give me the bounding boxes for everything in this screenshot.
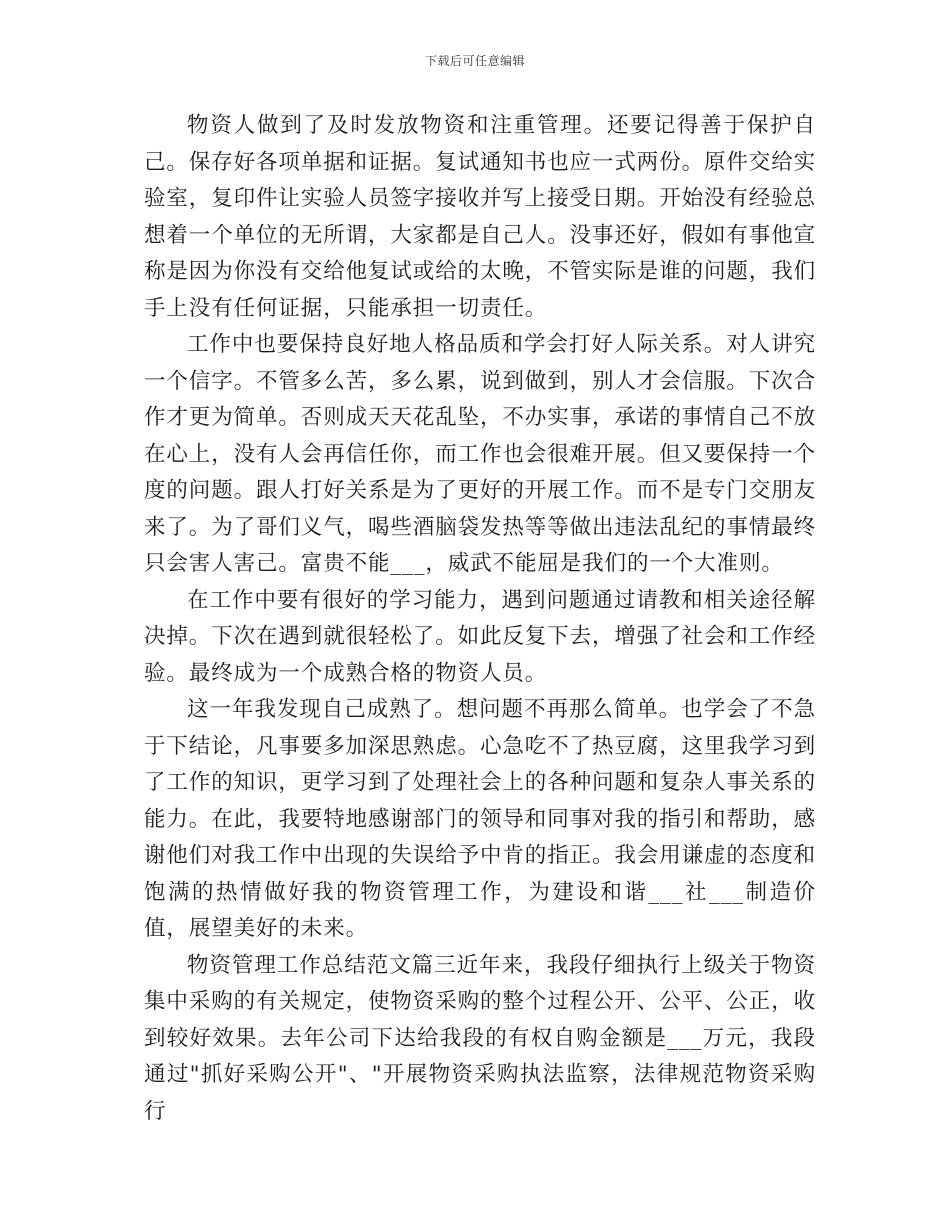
paragraph-3: 在工作中要有很好的学习能力，遇到问题通过请教和相关途径解决掉。下次在遇到就很轻松了。如此反复下去，增强了社会和工作经验。最终成为一个成熟合格的物资人员。	[144, 587, 817, 686]
paragraph-2: 工作中也要保持良好地人格品质和学会打好人际关系。对人讲究一个信字。不管多么苦，多么累，说到做到，别人才会信服。下次合作才更为简单。否则成天天花乱坠，不办实事，承诺的事情自己不放在心上，没有人会再信任你，而工作也会很难开展。但又要保持一个度的问题。跟人打好关系是为了更好的开展工作。而不是专门交朋友来了。为了哥们义气，喝些酒脑袋发热等等做出违法乱纪的事情最终只会害人害己。富贵不能___，威武不能屈是我们的一个大准则。	[144, 332, 817, 576]
document-body	[144, 108, 816, 1130]
paragraph-5: 物资管理工作总结范文篇三近年来，我段仔细执行上级关于物资集中采购的有关规定，使物资采购的整个过程公开、公平、公正，收到较好效果。去年公司下达给我段的有权自购金额是___万元，我段通过"抓好采购公开"、"开展物资采购执法监察，法律规范物资采购行	[144, 952, 817, 1124]
header-note: 下载后可任意编辑	[424, 54, 525, 68]
paragraph-1: 物资人做到了及时发放物资和注重管理。还要记得善于保护自己。保存好各项单据和证据。复试通知书也应一式两份。原件交给实验室，复印件让实验人员签字接收并写上接受日期。开始没有经验总想着一个单位的无所谓，大家都是自己人。没事还好，假如有事他宣称是因为你没有交给他复试或给的太晚，不管实际是谁的问题，我们手上没有任何证据，只能承担一切责任。	[144, 113, 817, 321]
paragraph-4: 这一年我发现自己成熟了。想问题不再那么简单。也学会了不急于下结论，凡事要多加深思熟虑。心急吃不了热豆腐，这里我学习到了工作的知识，更学习到了处理社会上的各种问题和复杂人事关系的能力。在此，我要特地感谢部门的领导和同事对我的指引和帮助，感谢他们对我工作中出现的失误给予中肯的指正。我会用谦虚的态度和饱满的热情做好我的物资管理工作，为建设和谐___社___制造价值，展望美好的未来。	[144, 697, 817, 941]
